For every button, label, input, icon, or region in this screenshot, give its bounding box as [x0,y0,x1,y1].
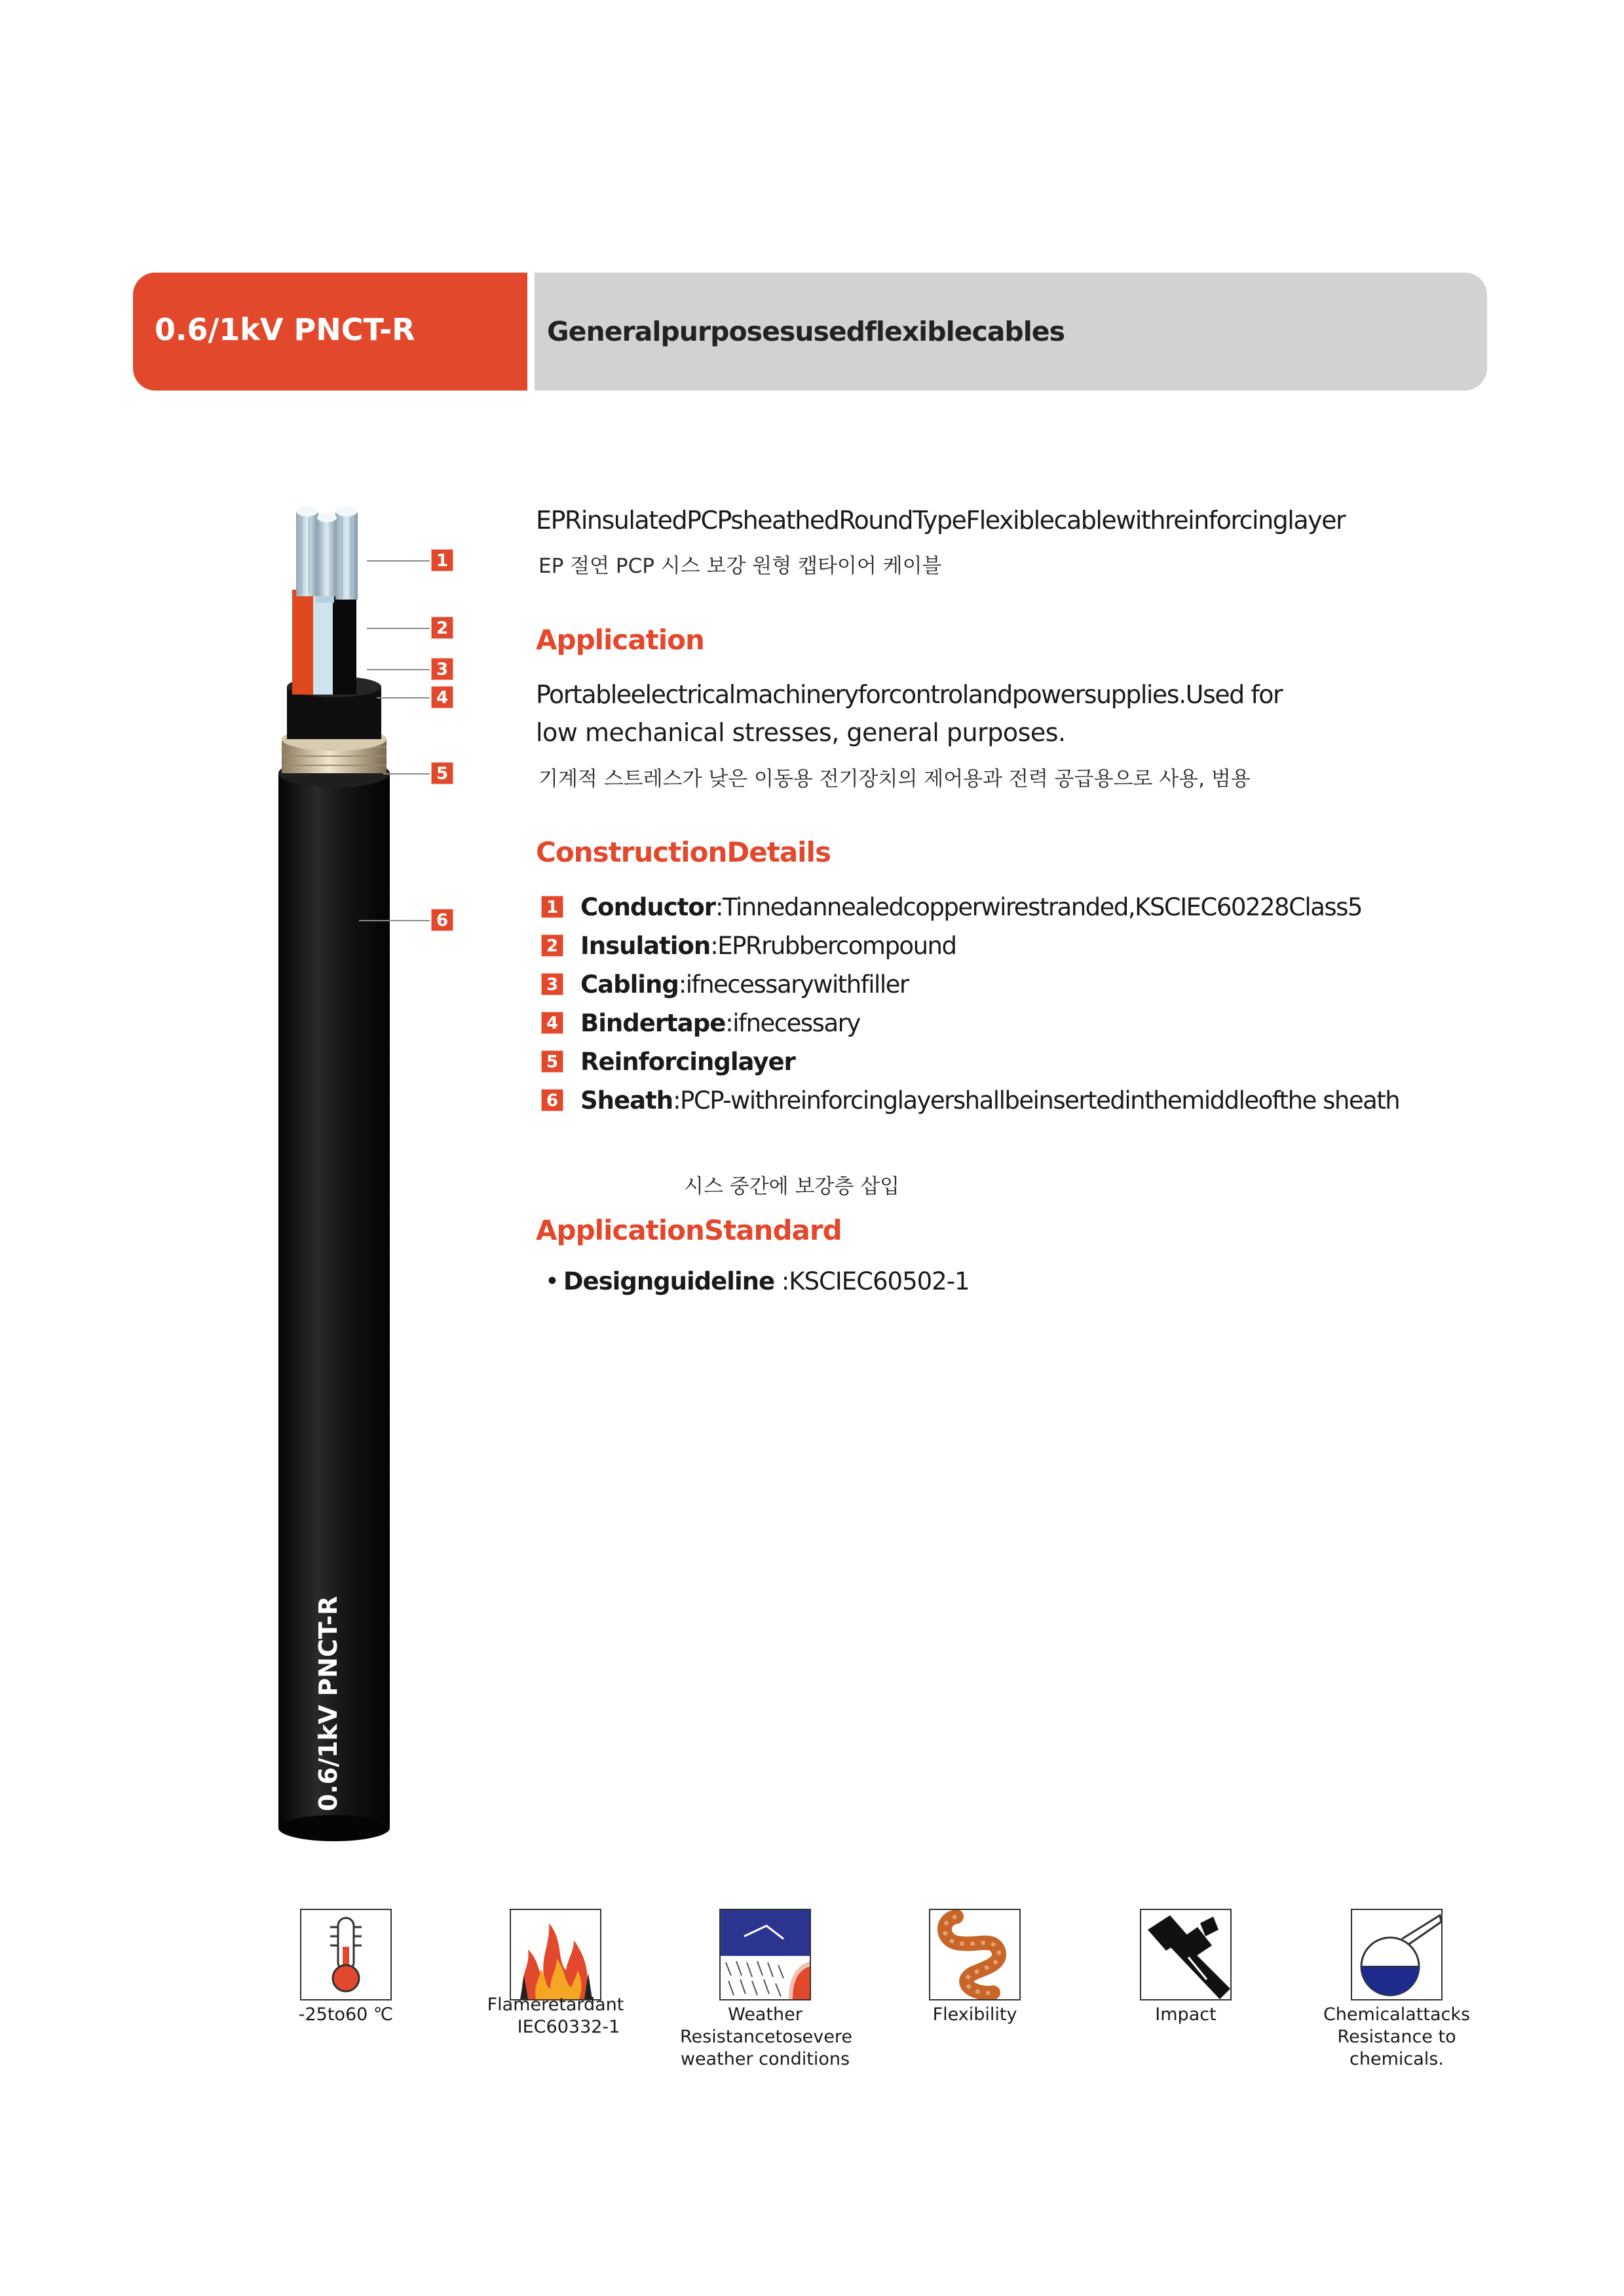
construction-item-sheath [541,1086,1399,1115]
callout-line-6 [359,920,430,921]
callout-line-3 [367,669,430,670]
description-english: EPRinsulatedPCPsheathedRoundTypeFlexiblecablewithreinforcinglayer [536,506,1346,535]
construction-label: Reinforcinglayer [580,1047,795,1076]
construction-value: :Tinnedannealedcopperwirestranded,KSCIEC60228Class5 [715,892,1362,921]
callout-line-5 [383,773,430,775]
construction-num: 2 [541,934,563,957]
construction-item-cabling [541,970,909,999]
standard-heading: ApplicationStandard [536,1214,842,1246]
callout-2: 2 [431,617,453,639]
description-korean: EP 절연 PCP 시스 보강 원형 캡타이어 케이블 [538,554,942,578]
standard-value: :KSCIEC60502-1 [774,1267,970,1295]
callout-4: 4 [431,686,453,708]
impact-label: Impact [1155,2004,1217,2025]
construction-value: :EPRrubbercompound [710,931,956,960]
page-title: Generalpurposesusedflexiblecables [547,316,1065,347]
flexibility-label: Flexibility [932,2004,1017,2025]
title-banner [535,273,1487,391]
callout-line-4 [377,697,430,698]
chemical-flask-icon [1351,1909,1443,2000]
thermometer-label: -25to60 ℃ [298,2004,394,2025]
standard-item [545,1267,970,1295]
construction-num: 1 [541,896,563,918]
application-line-1: Portableelectricalmachineryforcontrolandpowersupplies.Used for [536,680,1283,709]
callout-3: 3 [431,658,453,680]
construction-value: :ifnecessary [725,1008,860,1037]
product-code: 0.6/1kV PNCT-R [155,312,415,347]
construction-num: 5 [541,1050,563,1073]
bullet: • [545,1267,559,1295]
flexibility-icon [929,1909,1021,2000]
construction-value: :ifnecessarywithfiller [678,970,909,999]
construction-item-conductor [541,892,1362,921]
callout-line-2 [367,628,430,629]
thermometer-icon [300,1909,392,2000]
construction-label: Bindertape [580,1008,726,1037]
construction-num: 4 [541,1012,563,1034]
weather-icon [719,1909,811,2000]
construction-num: 3 [541,973,563,995]
cable-side-label-wrap [309,1596,348,1812]
callout-6: 6 [431,909,453,931]
application-line-2: low mechanical stresses, general purposes. [536,718,1066,747]
standard-label: Designguideline [563,1267,775,1295]
cable-side-label: 0.6/1kV PNCT-R [314,1596,343,1812]
product-code-banner [133,273,527,391]
application-korean: 기계적 스트레스가 낮은 이동용 전기장치의 제어용과 전력 공급용으로 사용, 범용 [538,767,1251,791]
construction-label: Sheath [580,1086,673,1115]
construction-label: Conductor [580,892,716,921]
application-heading: Application [536,624,704,656]
construction-value: :PCP-withreinforcinglayershallbeinsertedinthemiddleofthe sheath [673,1086,1400,1115]
construction-label: Cabling [580,970,679,999]
impact-icon [1140,1909,1232,2000]
construction-label: Insulation [580,931,711,960]
chemical-label: Chemicalattacks Resistance to chemicals. [1323,2004,1471,2069]
construction-item-insulation [541,931,956,960]
conductor-strands [296,506,358,600]
flame-icon [510,1909,601,2000]
callout-line-1 [367,560,430,562]
weather-label: Weather Resistancetosevere weather conditions [680,2004,852,2069]
construction-korean-note: 시스 중간에 보강층 삽입 [684,1175,900,1198]
construction-item-reinforcing [541,1047,795,1076]
callout-5: 5 [431,762,453,784]
flame-label: Flameretardant IEC60332-1 [487,1995,624,2037]
construction-heading: ConstructionDetails [536,836,831,868]
construction-num: 6 [541,1089,563,1111]
insulated-cores [292,583,356,695]
callout-1: 1 [431,549,453,571]
construction-item-bindertape [541,1008,860,1037]
